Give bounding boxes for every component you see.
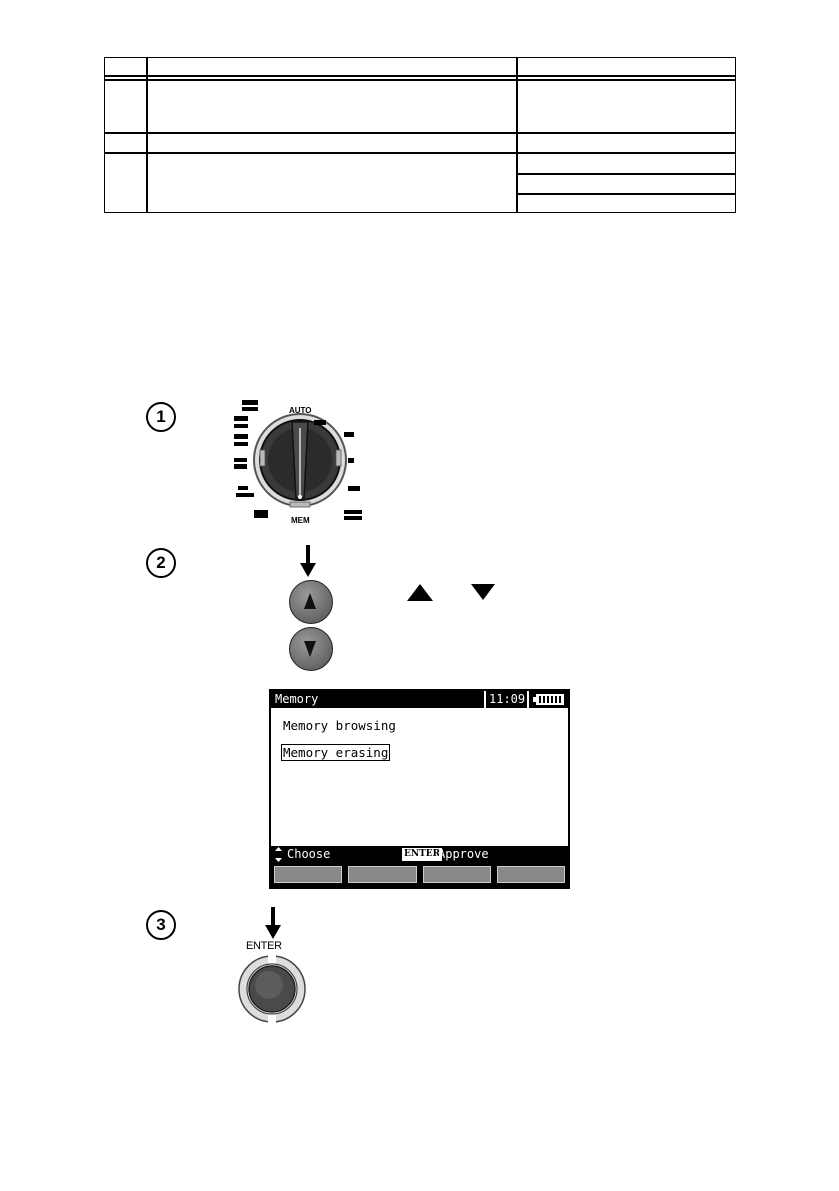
step-number-1 [146,402,176,432]
down-triangle-icon [290,628,331,669]
table-rule [104,132,736,134]
clock: 11:09 [489,692,526,706]
softkey-1[interactable] [274,866,342,883]
table-rule [146,57,148,213]
softkey-4[interactable] [497,866,565,883]
up-down-arrows-icon [275,847,282,862]
rotary-switch[interactable] [232,394,367,529]
softkey-bar [271,863,568,887]
up-triangle-icon [406,584,434,602]
menu-item-memory-browsing[interactable] [283,718,396,733]
screen-title-bar [271,691,568,708]
softkey-2[interactable] [348,866,417,883]
table-rule [517,173,736,175]
enter-button[interactable] [237,954,307,1024]
arrow-down-icon [265,907,281,939]
enter-key-badge: ENTER [404,849,441,859]
up-triangle-icon [290,581,331,622]
table-rule [517,193,736,195]
hint-choose: Choose [287,847,331,861]
menu-item-label: Memory browsing [283,718,396,733]
arrow-down-icon [300,545,316,577]
up-button[interactable] [289,580,333,624]
meter-screen [269,689,570,889]
screen-hint-bar [271,846,568,863]
table-rule [516,57,518,213]
switch-position-auto: AUTO [289,406,312,415]
step-number-3 [146,910,176,940]
hint-approve: Approve [438,847,489,861]
step-label: 3 [156,915,166,934]
title-divider [484,691,486,708]
enter-button-icon [237,954,307,1024]
step-label: 2 [156,553,166,572]
softkey-3[interactable] [423,866,491,883]
down-button[interactable] [289,627,333,671]
table-rule [104,79,736,81]
menu-item-label: Memory erasing [283,745,389,760]
menu-item-memory-erasing[interactable] [281,744,390,761]
switch-position-mem: MEM [291,516,310,525]
down-triangle-icon [470,584,496,601]
step-number-2 [146,548,176,578]
enter-button-label: ENTER [246,940,282,952]
table-rule [104,75,736,77]
title-divider [527,691,529,708]
step-label: 1 [156,407,166,426]
battery-icon [533,694,565,705]
table-rule [104,152,736,154]
screen-title: Memory [275,692,319,706]
